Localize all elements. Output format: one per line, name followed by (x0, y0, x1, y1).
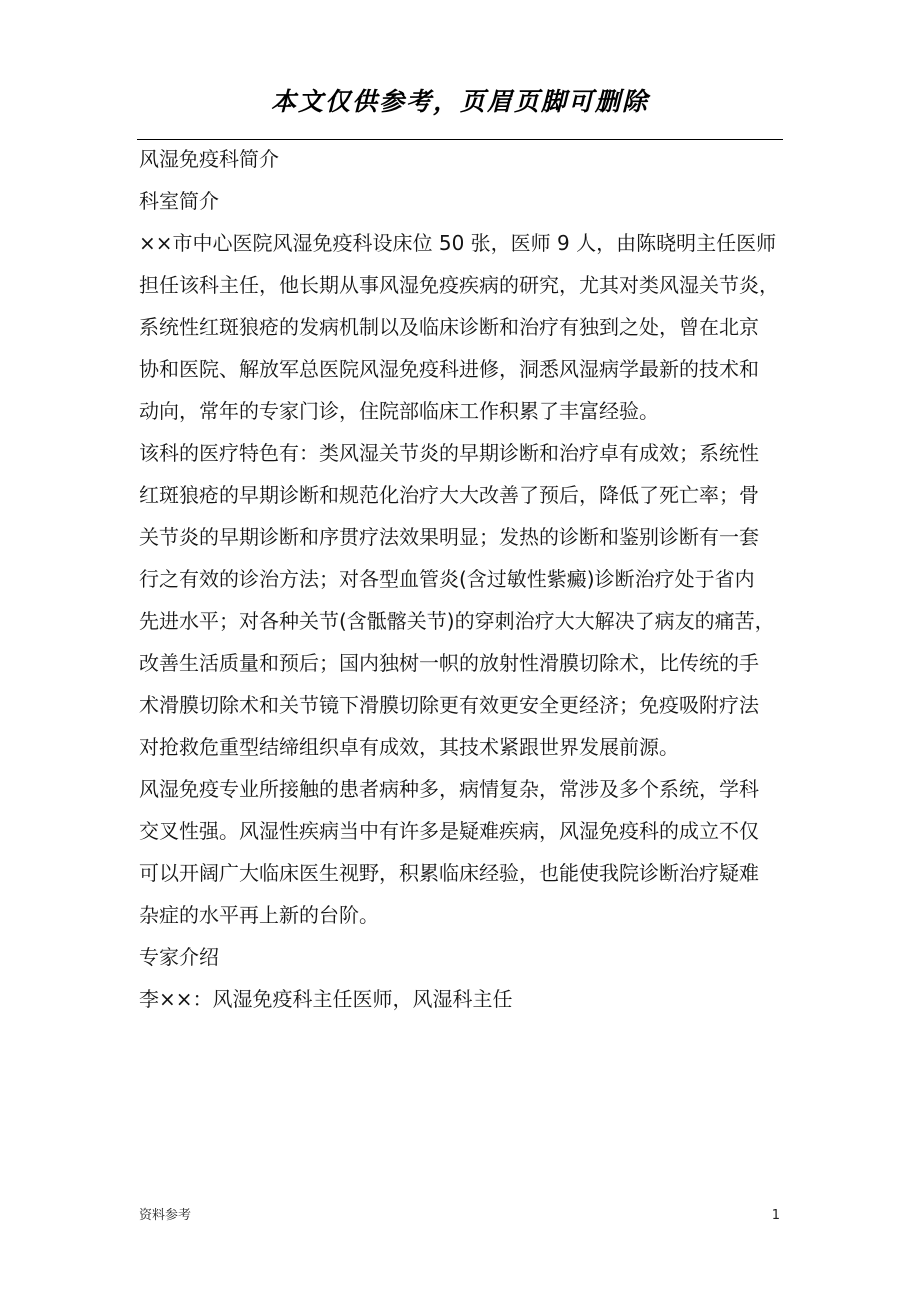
header-note: 本文仅供参考，页眉页脚可删除 (270, 87, 649, 116)
header-divider (137, 139, 783, 140)
document-title: 风湿免疫科简介 (139, 147, 279, 171)
paragraph-intro (139, 230, 783, 424)
paragraph-line: 风湿免疫专业所接触的患者病种多，病情复杂，常涉及多个系统，学科 (139, 777, 759, 801)
paragraph-line: 红斑狼疮的早期诊断和规范化治疗大大改善了预后，降低了死亡率；骨 (139, 483, 759, 507)
paragraph-line: 杂症的水平再上新的台阶。 (139, 903, 379, 927)
expert-entry: 李××：风湿免疫科主任医师，风湿科主任 (139, 987, 513, 1011)
paragraph-line: 术滑膜切除术和关节镜下滑膜切除更有效更安全更经济；免疫吸附疗法 (139, 693, 759, 717)
paragraph-line: 系统性红斑狼疮的发病机制以及临床诊断和治疗有独到之处，曾在北京 (139, 315, 759, 339)
paragraph-line: 对抢救危重型结缔组织卓有成效，其技术紧跟世界发展前源。 (139, 735, 679, 759)
paragraph-line: 协和医院、解放军总医院风湿免疫科进修，洞悉风湿病学最新的技术和 (139, 357, 759, 381)
section-heading-experts: 专家介绍 (139, 945, 219, 969)
paragraph-line: 关节炎的早期诊断和序贯疗法效果明显；发热的诊断和鉴别诊断有一套 (139, 525, 759, 549)
paragraph-line: 行之有效的诊治方法；对各型血管炎(含过敏性紫癜)诊断治疗处于省内 (139, 567, 755, 591)
document-body (139, 146, 783, 1028)
paragraph-line: 担任该科主任，他长期从事风湿免疫疾病的研究，尤其对类风湿关节炎， (139, 273, 779, 297)
page-number: 1 (771, 1208, 780, 1223)
paragraph-features (139, 440, 783, 760)
paragraph-line: 改善生活质量和预后；国内独树一帜的放射性滑膜切除术，比传统的手 (139, 651, 759, 675)
paragraph-line: 动向，常年的专家门诊，住院部临床工作积累了丰富经验。 (139, 399, 659, 423)
paragraph-line: 交叉性强。风湿性疾病当中有许多是疑难疾病，风湿免疫科的成立不仅 (139, 819, 759, 843)
section-heading-department: 科室简介 (139, 189, 219, 213)
paragraph-scope (139, 776, 783, 928)
footer-label: 资料参考 (139, 1208, 192, 1223)
paragraph-line: 先进水平；对各种关节(含骶髂关节)的穿刺治疗大大解决了病友的痛苦， (139, 609, 775, 633)
paragraph-line: ××市中心医院风湿免疫科设床位 50 张，医师 9 人，由陈晓明主任医师 (139, 231, 777, 255)
paragraph-line: 可以开阔广大临床医生视野，积累临床经验，也能使我院诊断治疗疑难 (139, 861, 759, 885)
paragraph-line: 该科的医疗特色有：类风湿关节炎的早期诊断和治疗卓有成效；系统性 (139, 441, 759, 465)
